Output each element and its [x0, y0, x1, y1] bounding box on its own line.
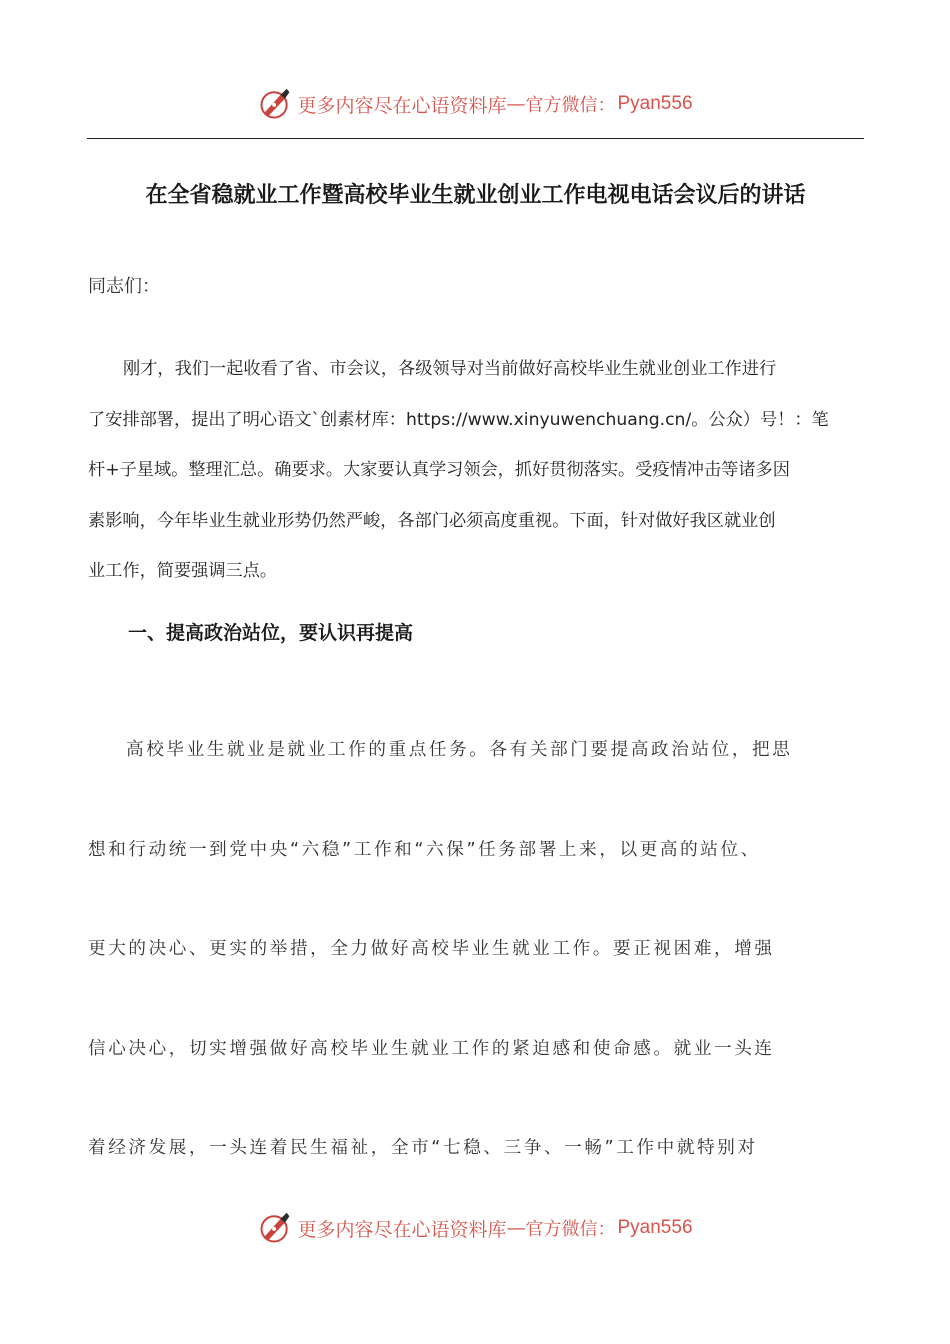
paragraph-line: 刚才，我们一起收看了省、市会议，各级领导对当前做好高校毕业生就业创业工作进行 [123, 359, 777, 379]
banner-main-text: 更多内容尽在心语资料库 [297, 94, 507, 117]
banner-account-id: Pyan556 [617, 93, 693, 114]
paragraph-line: 着经济发展，一头连着民生福祉，全市“七稳、三争、一畅”工作中就特别对 [88, 1138, 758, 1159]
paragraph-line: 素影响，今年毕业生就业形势仍然严峻，各部门必须高度重视。下面，针对做好我区就业创 [88, 510, 776, 531]
pen-nib-logo-icon [257, 86, 293, 122]
paragraph-line: 业工作，简要强调三点。 [88, 561, 278, 582]
paragraph-line: 更大的决心、更实的举措，全力做好高校毕业生就业工作。要正视困难，增强 [88, 939, 775, 960]
banner-sub-text: 官方微信： [525, 1219, 616, 1240]
paragraph-section-1 [88, 701, 878, 1199]
document-title: 在全省稳就业工作暨高校毕业生就业创业工作电视电话会议后的讲话 [145, 183, 806, 208]
banner-dash: — [506, 1217, 526, 1239]
banner-sub-text: 官方微信： [525, 95, 616, 116]
header-divider [87, 138, 864, 139]
pen-nib-logo-icon [257, 1210, 293, 1246]
paragraph-line: 杆+子星域。整理汇总。确要求。大家要认真学习领会，抓好贯彻落实。受疫情冲击等诸多因 [88, 460, 790, 481]
section-heading-1: 一、提高政治站位，要认识再提高 [128, 622, 414, 644]
paragraph-line: 信心决心，切实增强做好高校毕业生就业工作的紧迫感和使命感。就业一头连 [88, 1038, 775, 1059]
banner-account-id: Pyan556 [617, 1217, 693, 1238]
banner-dash: — [506, 93, 526, 115]
footer-banner [0, 1208, 950, 1248]
header-banner [0, 84, 950, 124]
paragraph-intro [88, 344, 868, 597]
greeting: 同志们： [88, 276, 160, 297]
paragraph-line: 了安排部署，提出了明心语文`创素材库：https://www.xinyuwenchuang.cn/。公众）号！：笔 [88, 409, 829, 430]
paragraph-line: 想和行动统一到党中央“六稳”工作和“六保”任务部署上来，以更高的站位、 [88, 839, 761, 860]
banner-main-text: 更多内容尽在心语资料库 [297, 1218, 507, 1241]
paragraph-line: 高校毕业生就业是就业工作的重点任务。各有关部门要提高政治站位，把思 [126, 740, 793, 760]
